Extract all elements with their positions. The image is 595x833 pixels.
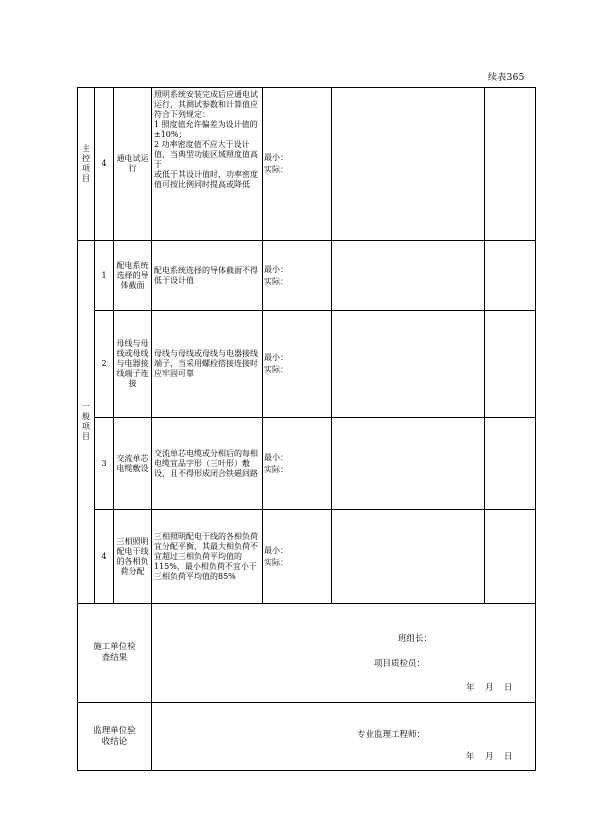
row-number: 3 bbox=[95, 418, 114, 510]
main-item-row bbox=[78, 88, 536, 241]
min-label: 最小： bbox=[264, 452, 288, 462]
requirement-line: 2 功率密度值不应大于设计值，当典型功能区域照度值高于 bbox=[154, 140, 258, 169]
continuation-label: 续表365 bbox=[488, 73, 525, 83]
remark-cell[interactable] bbox=[485, 510, 536, 604]
check-cell bbox=[263, 510, 332, 604]
requirement-line: 1 照度值允许偏差为设计值的±10%； bbox=[154, 120, 258, 139]
general-item-row bbox=[78, 311, 536, 418]
item-requirement: 配电系统选择的导体截面不得低于设计值 bbox=[152, 241, 263, 311]
main-category-cell bbox=[78, 88, 95, 241]
actual-label: 实际： bbox=[264, 464, 288, 474]
min-label: 最小： bbox=[264, 153, 288, 162]
main-category-label: 主控项目 bbox=[82, 144, 90, 183]
item-requirement: 三相照明配电干线的各相负荷宜分配平衡，其最大相负荷不宜超过三相负荷平均值的115%，最小相负荷不宜小于三相负荷平均值的85% bbox=[152, 510, 263, 604]
construction-date: 年 月 日 bbox=[466, 683, 514, 693]
row-number: 4 bbox=[95, 510, 114, 604]
construction-label: 施工单位检查结果 bbox=[93, 642, 136, 663]
supervision-sign-cell[interactable] bbox=[152, 703, 536, 771]
result-cell[interactable] bbox=[332, 418, 485, 510]
result-cell[interactable] bbox=[332, 510, 485, 604]
remark-cell[interactable] bbox=[485, 241, 536, 311]
check-cell bbox=[263, 418, 332, 510]
actual-label: 实际： bbox=[264, 276, 288, 286]
row-number: 4 bbox=[95, 88, 114, 241]
result-cell[interactable] bbox=[332, 311, 485, 418]
item-name: 配电系统选择的导体截面 bbox=[114, 241, 152, 311]
item-requirement: 母线与母线或母线与电器接线端子，当采用螺栓搭接连接时应牢固可靠 bbox=[152, 311, 263, 418]
min-label: 最小： bbox=[264, 264, 288, 274]
result-cell[interactable] bbox=[332, 88, 485, 241]
general-category-cell bbox=[78, 241, 95, 604]
remark-cell[interactable] bbox=[485, 418, 536, 510]
actual-label: 实际： bbox=[264, 557, 288, 567]
inspection-table bbox=[77, 87, 536, 771]
general-item-row bbox=[78, 418, 536, 510]
general-item-row bbox=[78, 241, 536, 311]
item-requirement: 交流单芯电缆或分相后的每相电缆宜品字形（三叶形）敷设，且不得形成闭合铁磁回路 bbox=[152, 418, 263, 510]
construction-sign-cell[interactable] bbox=[152, 604, 536, 703]
requirement-line: 或低于其设计值时，功率密度值可按比例同时提高或降低 bbox=[154, 170, 258, 189]
item-name: 母线与母线或母线与电器接线端子连接 bbox=[114, 311, 152, 418]
min-label: 最小： bbox=[264, 545, 288, 555]
item-requirement bbox=[152, 88, 263, 241]
min-label: 最小： bbox=[264, 353, 288, 362]
construction-label-cell bbox=[78, 604, 152, 703]
general-category-label: 一般项目 bbox=[82, 402, 90, 441]
actual-label: 实际： bbox=[264, 365, 288, 374]
remark-cell[interactable] bbox=[485, 88, 536, 241]
supervisor-label: 专业监理工程师： bbox=[357, 730, 426, 740]
item-name: 通电试运行 bbox=[114, 88, 152, 241]
row-number: 2 bbox=[95, 311, 114, 418]
check-cell bbox=[263, 88, 332, 241]
row-number: 1 bbox=[95, 241, 114, 311]
quality-inspector-label: 项目质检员： bbox=[374, 659, 426, 669]
general-item-row bbox=[78, 510, 536, 604]
requirement-line: 照明系统安装完成后应通电试运行，其测试参数和计算值应符合下列规定： bbox=[154, 90, 258, 119]
check-cell bbox=[263, 241, 332, 311]
supervision-label: 监理单位验收结论 bbox=[93, 725, 136, 747]
item-name: 交流单芯电缆敷设 bbox=[114, 418, 152, 510]
team-leader-label: 班组长： bbox=[398, 634, 433, 644]
supervision-date: 年 月 日 bbox=[466, 752, 514, 762]
result-cell[interactable] bbox=[332, 241, 485, 311]
item-name: 三相照明配电干线的各相负荷分配 bbox=[114, 510, 152, 604]
construction-row bbox=[78, 604, 536, 703]
actual-label: 实际： bbox=[264, 165, 288, 174]
check-cell bbox=[263, 311, 332, 418]
supervision-label-cell bbox=[78, 703, 152, 771]
remark-cell[interactable] bbox=[485, 311, 536, 418]
supervision-row bbox=[78, 703, 536, 771]
